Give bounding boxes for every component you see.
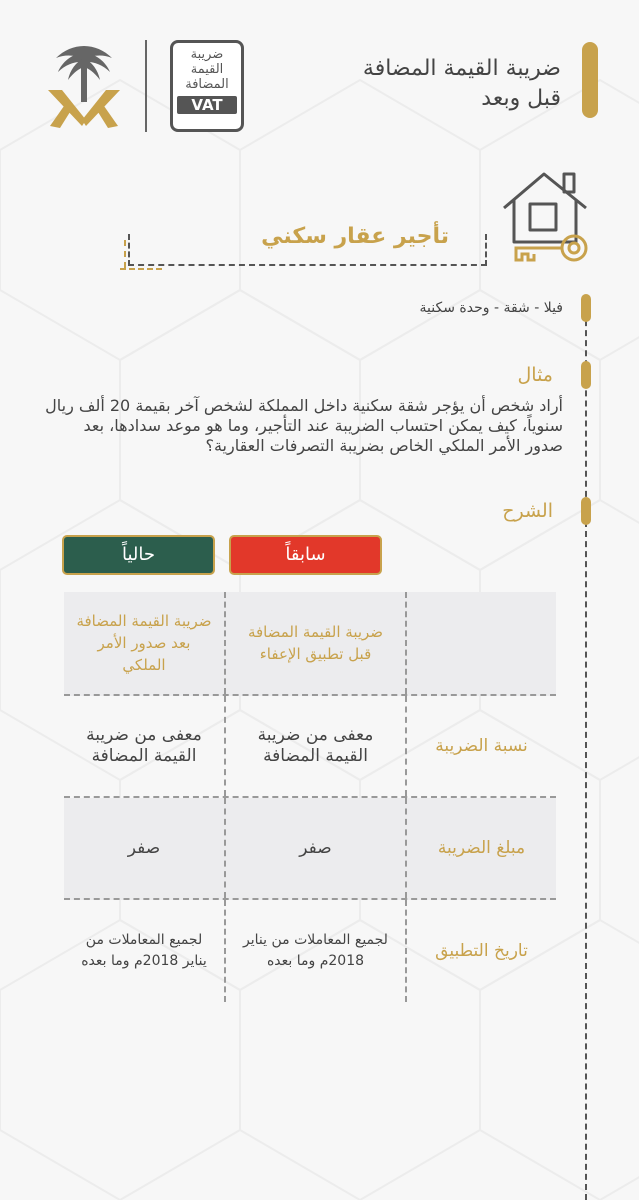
comparison-table	[64, 592, 556, 1002]
table-row	[64, 900, 556, 1002]
table-cell-previous: لجميع المعاملات من يناير 2018م وما بعده	[224, 900, 405, 1002]
example-text: أراد شخص أن يؤجر شقة سكنية داخل المملكة لشخص آخر بقيمة 20 ألف ريال سنوياً، كيف يمكن احتساب الضريبة عند التأجير، وما هو موعد سدادها، بعد صدور الأمر الملكي الخاص بضريبة التصرفات العقارية؟	[45, 396, 563, 455]
table-header-row	[64, 592, 556, 696]
table-cell-previous: صفر	[224, 798, 405, 898]
vat-logo-line-1: ضريبة	[190, 47, 224, 62]
vat-logo	[170, 40, 244, 132]
section-title: تأجير عقار سكني	[261, 224, 449, 249]
timeline-marker-types	[581, 294, 591, 322]
table-row-label: مبلغ الضريبة	[405, 798, 556, 898]
section-title-accent	[120, 268, 162, 270]
current-button[interactable]: حالياً	[62, 535, 215, 575]
example-label: مثال	[517, 364, 553, 386]
table-header-label	[405, 592, 556, 694]
table-cell-current: صفر	[127, 837, 161, 858]
table-header-previous: ضريبة القيمة المضافة قبل تطبيق الإعفاء	[224, 592, 405, 694]
table-row-label: نسبة الضريبة	[405, 696, 556, 796]
vat-badge: VAT	[177, 96, 237, 114]
table-cell-previous: معفى من ضريبة القيمة المضافة	[224, 696, 405, 796]
vat-logo-line-3: المضافة	[185, 77, 229, 92]
explanation-label: الشرح	[502, 500, 553, 522]
header-subtitle: قبل وبعد	[481, 86, 561, 111]
table-cell-current: لجميع المعاملات من يناير 2018م وما بعده	[81, 932, 207, 969]
timeline-line	[585, 300, 587, 1200]
vat-logo-line-2: القيمة	[190, 62, 224, 77]
timeline-marker-explanation	[581, 497, 591, 525]
header-title: ضريبة القيمة المضافة	[362, 56, 561, 81]
timeline-marker-example	[581, 361, 591, 389]
logo-divider	[145, 40, 147, 132]
section-title-accent-vertical	[124, 240, 126, 268]
table-row	[64, 798, 556, 900]
table-row-label: تاريخ التطبيق	[405, 900, 556, 1002]
property-types: فيلا - شقة - وحدة سكنية	[419, 300, 563, 316]
house-key-icon	[500, 168, 592, 266]
palm-swords-emblem-icon	[44, 40, 124, 136]
previous-button[interactable]: سابقاً	[229, 535, 382, 575]
table-header-current: ضريبة القيمة المضافة بعد صدور الأمر الملكي	[76, 612, 212, 674]
header-accent-bar	[582, 42, 598, 118]
table-cell-current: معفى من ضريبة القيمة المضافة	[86, 725, 202, 766]
table-row	[64, 696, 556, 798]
